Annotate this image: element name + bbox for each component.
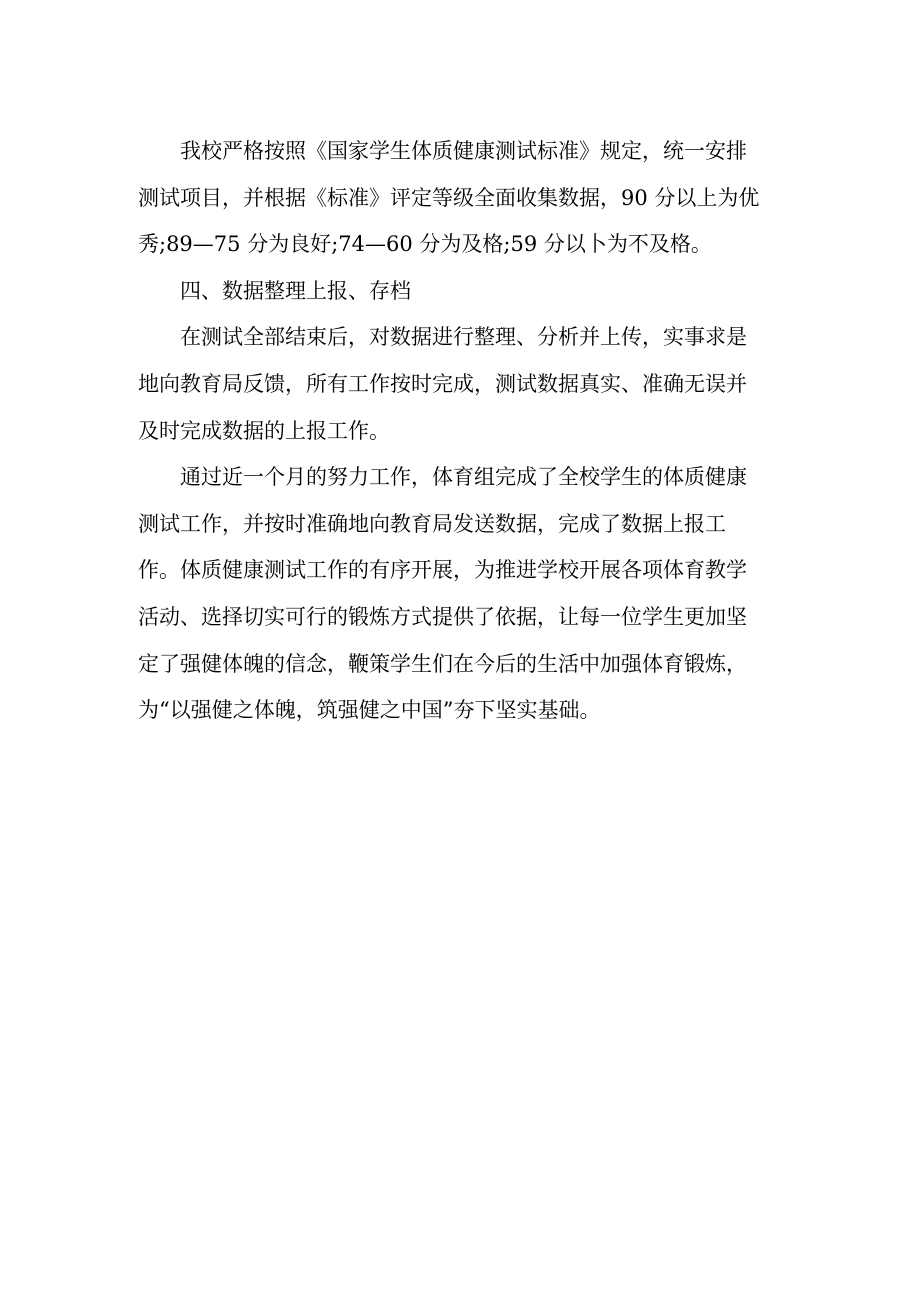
text-line: 测试项目，并根据《标准》评定等级全面收集数据，90 分以上为优 [138,185,760,210]
text-line: 作。体质健康测试工作的有序开展，为推进学校开展各项体育教学 [138,558,747,583]
paragraph-data-reporting [138,314,770,454]
text-line: 在测试全部结束后，对数据进行整理、分析并上传，实事求是 [180,325,747,350]
section-heading-text: 四、数据整理上报、存档 [180,278,411,303]
text-line: 为“以强健之体魄，筑强健之中国”夯下坚实基础。 [138,698,601,723]
text-line: 通过近一个月的努力工作，体育组完成了全校学生的体质健康 [180,465,747,490]
text-line: 地向教育局反馈，所有工作按时完成，测试数据真实、准确无误并 [138,371,747,396]
text-line: 定了强健体魄的信念，鞭策学生们在今后的生活中加强体育锻炼， [138,651,747,676]
paragraph-grading-standard [138,128,770,268]
section-heading [138,268,770,315]
text-line: 及时完成数据的上报工作。 [138,418,390,443]
document-body [138,128,770,734]
text-line: 我校严格按照《国家学生体质健康测试标准》规定，统一安排 [180,139,747,163]
paragraph-summary [138,454,770,734]
text-line: 测试工作，并按时准确地向教育局发送数据，完成了数据上报工 [138,511,726,536]
text-line: 活动、选择切实可行的锻炼方式提供了依据，让每一位学生更加坚 [138,604,747,629]
text-line: 秀;89—75 分为良好;74—60 分为及格;59 分以卜为不及格。 [138,232,712,257]
